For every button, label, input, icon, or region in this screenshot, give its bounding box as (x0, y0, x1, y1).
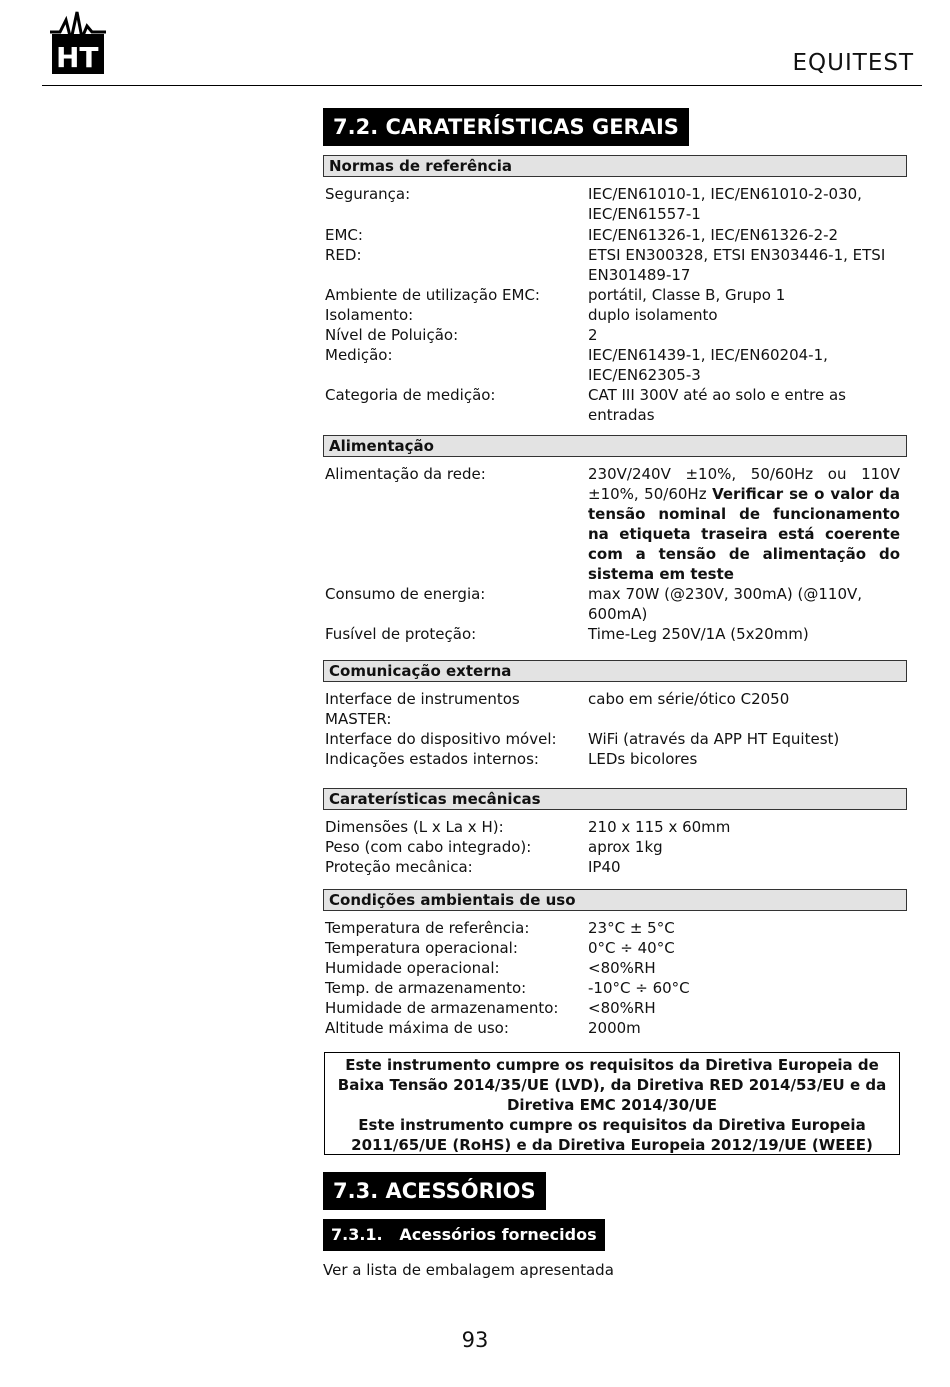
spec-label: Medição: (325, 346, 393, 364)
spec-value: ETSI EN300328, ETSI EN303446-1, ETSI EN301489-17 (588, 246, 886, 284)
spec-label: RED: (325, 246, 362, 264)
spec-label: Humidade operacional: (325, 959, 500, 977)
spec-value: duplo isolamento (588, 306, 718, 324)
compliance-rohs-weee: Este instrumento cumpre os requisitos da Diretiva Europeia 2011/65/UE (RoHS) e da Diretiva Europeia 2012/19/UE (WEEE) (351, 1116, 873, 1154)
accessories-text: Ver a lista de embalagem apresentada (323, 1261, 614, 1279)
header-rule (42, 85, 922, 86)
spec-label: Nível de Poluição: (325, 326, 459, 344)
spec-value: -10°C ÷ 60°C (588, 979, 690, 997)
spec-value: IEC/EN61439-1, IEC/EN60204-1, IEC/EN62305-3 (588, 346, 828, 384)
ht-logo (50, 10, 106, 76)
spec-label: Segurança: (325, 185, 411, 203)
spec-label: Temperatura de referência: (325, 919, 530, 937)
compliance-lvd-red-emc: Este instrumento cumpre os requisitos da Diretiva Europeia de Baixa Tensão 2014/35/UE (LVD), da Diretiva RED 2014/53/EU e da Diretiva EMC 2014/30/UE (337, 1056, 887, 1114)
band-ambientais: Condições ambientais de uso (323, 889, 907, 911)
spec-value (588, 464, 900, 584)
spec-value: Time-Leg 250V/1A (5x20mm) (588, 625, 809, 643)
spec-label: Categoria de medição: (325, 386, 496, 404)
spec-value: IEC/EN61326-1, IEC/EN61326-2-2 (588, 226, 839, 244)
product-name: EQUITEST (792, 50, 914, 76)
spec-label: Interface de instrumentos MASTER: (325, 690, 520, 728)
spec-value: portátil, Classe B, Grupo 1 (588, 286, 786, 304)
spec-value: aprox 1kg (588, 838, 663, 856)
spec-value-text: 230V/240V ±10%, 50/60Hz ou 110V ±10%, 50/60Hz (588, 465, 900, 503)
spec-value: 2 (588, 326, 598, 344)
compliance-notice (324, 1052, 900, 1155)
spec-value: <80%RH (588, 999, 656, 1017)
spec-label: Ambiente de utilização EMC: (325, 286, 540, 304)
spec-value: <80%RH (588, 959, 656, 977)
section-heading-7-2: 7.2. CARATERÍSTICAS GERAIS (323, 108, 689, 146)
spec-label: Altitude máxima de uso: (325, 1019, 509, 1037)
spec-label: Peso (com cabo integrado): (325, 838, 532, 856)
spec-label: Humidade de armazenamento: (325, 999, 559, 1017)
spec-label: Alimentação da rede: (325, 465, 486, 483)
spec-label: Temp. de armazenamento: (325, 979, 527, 997)
spec-value: CAT III 300V até ao solo e entre as entradas (588, 386, 846, 424)
spec-value: 210 x 115 x 60mm (588, 818, 731, 836)
spec-value: 0°C ÷ 40°C (588, 939, 675, 957)
spec-value-warning: Verificar se o valor da tensão nominal de funcionamento na etiqueta traseira está coerente com a tensão de alimentação do sistema em teste (588, 485, 900, 583)
spec-label: Temperatura operacional: (325, 939, 518, 957)
page-number: 93 (461, 1328, 489, 1352)
band-comunicacao: Comunicação externa (323, 660, 907, 682)
spec-label: Dimensões (L x La x H): (325, 818, 504, 836)
spec-label: EMC: (325, 226, 363, 244)
band-normas: Normas de referência (323, 155, 907, 177)
subsection-heading-7-3-1: 7.3.1. Acessórios fornecidos (323, 1219, 605, 1251)
spec-value: max 70W (@230V, 300mA) (@110V, 600mA) (588, 585, 863, 623)
spec-label: Isolamento: (325, 306, 414, 324)
spec-label: Proteção mecânica: (325, 858, 473, 876)
band-alimentacao: Alimentação (323, 435, 907, 457)
spec-value: IP40 (588, 858, 621, 876)
spec-value: LEDs bicolores (588, 750, 698, 768)
logo-text: HT (56, 41, 99, 74)
band-mecanicas: Caraterísticas mecânicas (323, 788, 907, 810)
spec-label: Interface do dispositivo móvel: (325, 730, 557, 748)
spec-label: Fusível de proteção: (325, 625, 477, 643)
spec-value: IEC/EN61010-1, IEC/EN61010-2-030, IEC/EN61557-1 (588, 185, 862, 223)
spec-value: 23°C ± 5°C (588, 919, 675, 937)
spec-value: 2000m (588, 1019, 641, 1037)
spec-label: Indicações estados internos: (325, 750, 539, 768)
spec-label: Consumo de energia: (325, 585, 486, 603)
spec-value: cabo em série/ótico C2050 (588, 690, 790, 708)
section-heading-7-3: 7.3. ACESSÓRIOS (323, 1172, 546, 1210)
spec-value: WiFi (através da APP HT Equitest) (588, 730, 840, 748)
